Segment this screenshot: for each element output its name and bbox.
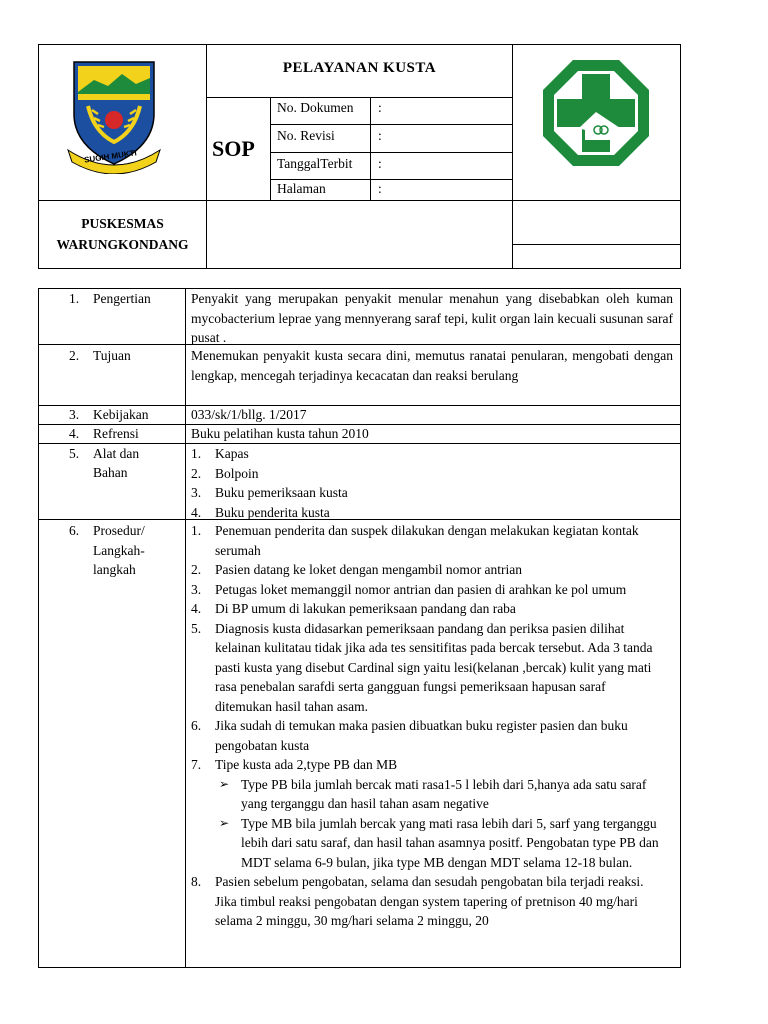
doc-number-label: No. Dokumen: [277, 100, 354, 115]
materials-list: [191, 444, 673, 522]
publish-date-label: TanggalTerbit: [277, 156, 353, 171]
arrow-bullet-icon: ➢: [219, 815, 230, 830]
list-item: 2. Pasien datang ke loket dengan mengambil nomor antrian: [191, 562, 523, 577]
institution-name: [39, 213, 206, 255]
procedure-list: [191, 521, 663, 931]
list-item: 1. Penemuan penderita dan suspek dilakukan dengan melakukan kegiatan kontak serumah: [191, 523, 639, 558]
list-item: 2. Bolpoin: [191, 465, 259, 481]
row-number: 6.: [69, 523, 80, 538]
institution-line2: WARUNGKONDANG: [56, 237, 189, 252]
page-title: PELAYANAN KUSTA: [282, 60, 437, 76]
sop-label: SOP: [212, 136, 255, 161]
list-item: 4. Di BP umum di lakukan pemeriksaan pandang dan raba: [191, 601, 516, 616]
sub-list-item: ➢ Type MB bila jumlah bercak yang mati rasa lebih dari 5, sarf yang terganggu lebih dari satu saraf, dan hasil tahan asamnya positf. Pengobatan type PB dan MDT selama 6-9 bulan, jika type MB dengan MDT selama 12-18 bulan.: [219, 815, 659, 870]
row-text-pengertian: Penyakit yang merupakan penyakit menular menahun yang disebabkan oleh kuman mycobacterium leprae yang mennyerang saraf tepi, kulit organ lain kecuali susunan saraf pusat .: [191, 291, 673, 345]
row-number: 2.: [69, 348, 80, 363]
list-item: 7. Tipe kusta ada 2,type PB dan MB: [191, 757, 398, 772]
list-item: 5. Diagnosis kusta didasarkan pemeriksaan pandang dan periksa pasien dilihat kelainan kulitatau tidak jika ada tes sensitifitas pada bercak tersebut. Ada 3 tanda pasti kusta yang disebut Cardinal sign yaitu lesi(kelanan ,bercak) kulit yang mati rasa penebalan sarafdi serta gangguan fungsi pemeriksaan hapusan saraf ditemukan hasil tahan asam.: [191, 620, 653, 714]
revision-sep: :: [378, 128, 382, 143]
row-label-tujuan: Tujuan: [93, 348, 131, 363]
page-label: Halaman: [277, 181, 326, 196]
list-item: 6. Jika sudah di temukan maka pasien dibuatkan buku register pasien dan buku pengobatan kusta: [191, 718, 628, 753]
row-number: 3.: [69, 407, 80, 422]
puskesmas-logo: [541, 58, 651, 168]
row-text-tujuan: Menemukan penyakit kusta secara dini, memutus ranatai penularan, mengobati dengan lengkap, mencegah terjadinya kecacatan dan reaksi berulang: [191, 348, 673, 383]
row-label-pengertian: Pengertian: [93, 291, 151, 306]
arrow-bullet-icon: ➢: [219, 776, 230, 791]
row-label-alat-bahan-1: Alat dan: [93, 446, 140, 461]
row-label-alat-bahan-2: Bahan: [93, 465, 128, 480]
list-item: 3. Petugas loket memanggil nomor antrian dan pasien di arahkan ke pol umum: [191, 581, 627, 597]
revision-label: No. Revisi: [277, 128, 335, 143]
sub-list-item: ➢ Type PB bila jumlah bercak mati rasa1-5 l lebih dari 5,hanya ada satu saraf yang terganggu dan hasil tahan asam negative: [219, 776, 647, 811]
row-number: 4.: [69, 426, 80, 441]
row-number: 5.: [69, 446, 80, 461]
row-label-kebijakan: Kebijakan: [93, 407, 149, 422]
row-number: 1.: [69, 291, 80, 306]
row-label-prosedur-2: Langkah-: [93, 543, 145, 558]
list-item: 1. Kapas: [191, 446, 249, 461]
row-text-kebijakan: 033/sk/1/bllg. 1/2017: [191, 407, 307, 422]
emblem-motto: SUGIH MUKTI: [83, 148, 138, 165]
row-label-prosedur-3: langkah: [93, 562, 136, 577]
list-item: 8. Pasien sebelum pengobatan, selama dan sesudah pengobatan bila terjadi reaksi. Jika timbul reaksi pengobatan dengan system tapering of pretnison 40 mg/hari selama 2 minggu, 30 mg/hari selama 2 minggu, 20: [191, 874, 644, 928]
page-sep: :: [378, 181, 382, 196]
list-item: 3. Buku pemeriksaan kusta: [191, 485, 348, 500]
institution-line1: PUSKESMAS: [81, 216, 164, 231]
publish-date-sep: :: [378, 156, 382, 171]
row-label-refrensi: Refrensi: [93, 426, 139, 441]
row-label-prosedur-1: Prosedur/: [93, 523, 145, 538]
doc-number-sep: :: [378, 100, 382, 115]
row-text-refrensi: Buku pelatihan kusta tahun 2010: [191, 426, 369, 441]
list-item: 4. Buku penderita kusta: [191, 504, 330, 520]
